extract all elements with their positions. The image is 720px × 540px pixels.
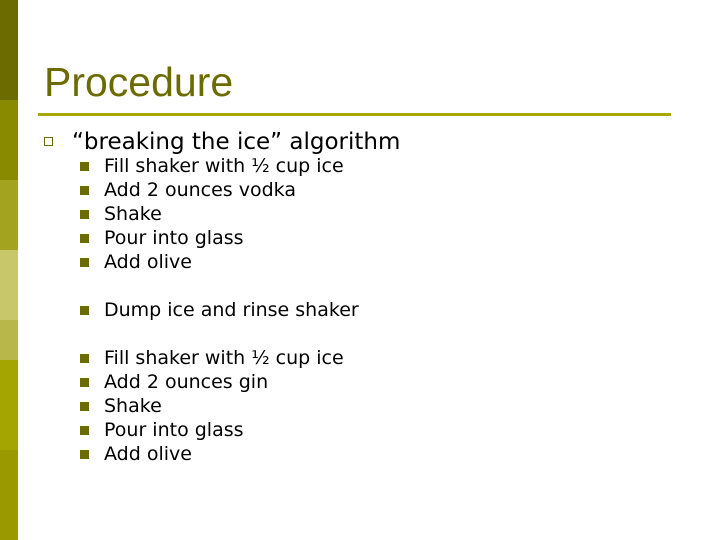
list-item-text: Fill shaker with ½ cup ice — [104, 347, 344, 369]
hollow-square-bullet-icon — [44, 137, 53, 146]
list-item-text: Fill shaker with ½ cup ice — [104, 155, 344, 177]
list-item-text: Dump ice and rinse shaker — [104, 299, 359, 321]
band-segment — [0, 180, 18, 250]
filled-square-bullet-icon — [80, 234, 89, 243]
band-segment — [0, 360, 18, 450]
list-item-text: Add olive — [104, 443, 192, 465]
filled-square-bullet-icon — [80, 258, 89, 267]
band-segment — [0, 250, 18, 320]
filled-square-bullet-icon — [80, 378, 89, 387]
filled-square-bullet-icon — [80, 402, 89, 411]
list-item-text: Pour into glass — [104, 419, 244, 441]
list-item-text: Add 2 ounces gin — [104, 371, 269, 393]
list-item-text: Shake — [104, 203, 162, 225]
filled-square-bullet-icon — [80, 426, 89, 435]
list-item-text: Add 2 ounces vodka — [104, 179, 296, 201]
list-item-text: Pour into glass — [104, 227, 244, 249]
filled-square-bullet-icon — [80, 354, 89, 363]
list-item-text: Add olive — [104, 251, 192, 273]
filled-square-bullet-icon — [80, 186, 89, 195]
filled-square-bullet-icon — [80, 162, 89, 171]
band-segment — [0, 0, 18, 100]
filled-square-bullet-icon — [80, 306, 89, 315]
filled-square-bullet-icon — [80, 210, 89, 219]
title-underline — [38, 113, 671, 116]
band-segment — [0, 450, 18, 540]
band-segment — [0, 320, 18, 360]
filled-square-bullet-icon — [80, 450, 89, 459]
list-item-text: Shake — [104, 395, 162, 417]
side-color-band — [0, 0, 18, 540]
slide-title: Procedure — [44, 59, 234, 105]
main-bullet-text: “breaking the ice” algorithm — [72, 129, 401, 155]
band-segment — [0, 100, 18, 180]
